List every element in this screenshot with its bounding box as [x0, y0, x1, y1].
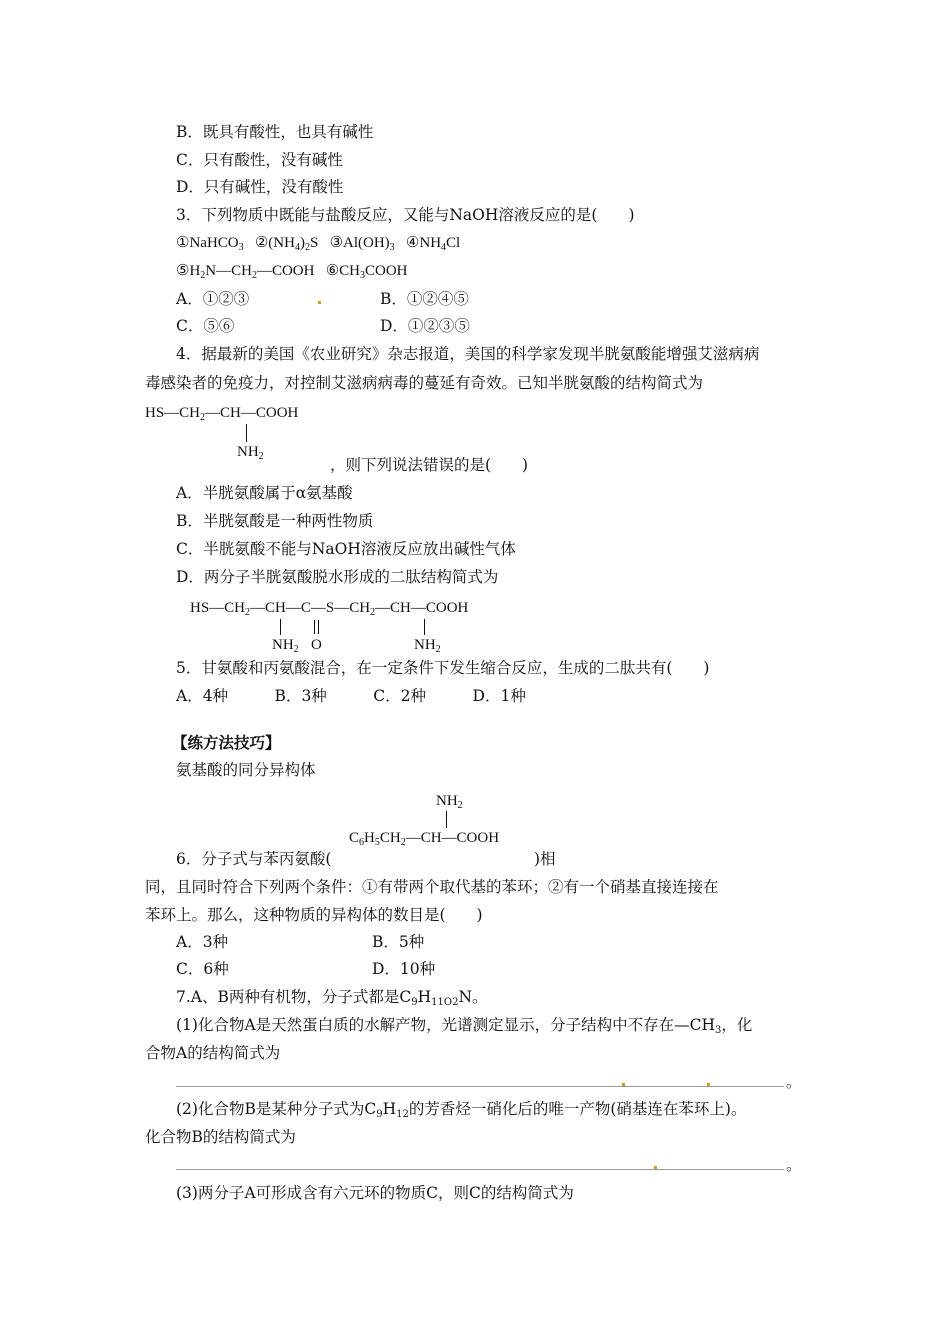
q7-part2-line1: (2)化合物B是某种分子式为$C_9H_{12}$的芳香烃一硝化后的唯一产物(硝基连在苯环上)。 — [176, 1100, 747, 1120]
stray-mark — [622, 1083, 625, 1086]
q6-stem-line2: 同，且同时符合下列两个条件：①有带两个取代基的苯环；②有一个硝基直接连接在 — [145, 878, 719, 896]
q4-option-d: D．两分子半胱氨酸脱水形成的二肽结构简式为 — [176, 568, 499, 586]
q3-option-d: D．①②③⑤ — [380, 317, 470, 335]
phenylalanine-amino: $NH_2$ — [436, 793, 463, 811]
bond-line — [424, 619, 425, 635]
dipeptide-carbonyl-o: O — [311, 637, 322, 653]
bond-line — [446, 811, 447, 828]
stray-mark — [318, 301, 321, 304]
q5-stem: 5．甘氨酸和丙氨酸混合，在一定条件下发生缩合反应，生成的二肽共有( ) — [176, 659, 710, 677]
answer-blank-b[interactable] — [176, 1169, 784, 1170]
q2-option-c: C．只有酸性，没有碱性 — [176, 151, 343, 169]
double-bond-line — [314, 620, 319, 634]
stray-mark — [654, 1166, 657, 1169]
q4-option-a: A．半胱氨酸属于α氨基酸 — [176, 484, 353, 502]
q3-items-line1: ①NaHCO$_3$ $②(NH_4)_2S$ $③Al(OH)_3$ $④NH_4Cl$ — [176, 235, 461, 253]
q7-stem: 7.A、B两种有机物，分子式都是$C_9H_{11O2}N$。 — [176, 988, 488, 1008]
q7-part1-line1: (1)化合物A是天然蛋白质的水解产物，光谱测定显示，分子结构中不存在$—CH_3$，化 — [176, 1016, 753, 1036]
q6-option-b: B．5种 — [372, 933, 425, 951]
q7-part2-line2: 化合物B的结构简式为 — [145, 1128, 296, 1146]
q4-stem-tail: ，则下列说法错误的是( ) — [330, 456, 529, 474]
q3-option-b: B．①②④⑤ — [380, 290, 469, 308]
q6-option-c: C．6种 — [176, 960, 229, 978]
q3-items-line2: $⑤H_2N—CH_2—COOH$ $⑥CH_3COOH$ — [176, 263, 408, 281]
q7-part2-period: 。 — [786, 1156, 802, 1174]
q4-option-c: C．半胱氨酸不能与NaOH溶液反应放出碱性气体 — [176, 540, 516, 558]
q7-part3-line1: (3)两分子A可形成含有六元环的物质C，则C的结构简式为 — [176, 1184, 574, 1202]
section-subtitle: 氨基酸的同分异构体 — [176, 761, 316, 779]
q7-part1-period: 。 — [786, 1073, 802, 1091]
phenylalanine-main: $C_6H_5CH_2—CH—COOH$ — [349, 830, 500, 848]
q6-stem-line1-end: )相 — [534, 850, 556, 868]
q6-option-d: D．10种 — [372, 960, 436, 978]
dipeptide-amino-1: $NH_2$ — [272, 637, 299, 655]
dipeptide-amino-2: $NH_2$ — [414, 637, 441, 655]
cysteine-formula-amino: $NH_2$ — [237, 444, 264, 462]
stray-mark — [707, 1083, 710, 1086]
q6-stem-line3: 苯环上。那么，这种物质的异构体的数目是( ) — [145, 906, 483, 924]
bond-line — [280, 619, 281, 635]
q5-options: A．4种 B．3种 C．2种 D．1种 — [176, 687, 526, 705]
q3-option-c: C．⑤⑥ — [176, 317, 235, 335]
q6-option-a: A．3种 — [176, 933, 229, 951]
answer-blank-a[interactable] — [176, 1086, 784, 1087]
dipeptide-formula-main: $HS—CH_2—CH—C—S—CH_2—CH—COOH$ — [190, 600, 469, 618]
q7-part1-line2: 合物A的结构简式为 — [145, 1044, 281, 1062]
q3-stem: 3．下列物质中既能与盐酸反应，又能与NaOH溶液反应的是( ) — [176, 206, 635, 224]
q6-stem-line1-start: 6．分子式与苯丙氨酸( — [176, 850, 332, 868]
q3-option-a: A．①②③ — [176, 290, 250, 308]
bond-line — [246, 424, 247, 442]
section-title: 【练方法技巧】 — [172, 733, 281, 752]
q4-stem-line1: 4．据最新的美国《农业研究》杂志报道，美国的科学家发现半胱氨酸能增强艾滋病病 — [176, 345, 760, 363]
q4-stem-line2: 毒感染者的免疫力，对控制艾滋病病毒的蔓延有奇效。已知半胱氨酸的结构简式为 — [145, 374, 704, 392]
q4-option-b: B．半胱氨酸是一种两性物质 — [176, 512, 374, 530]
cysteine-formula-main: $HS—CH_2—CH—COOH$ — [145, 405, 299, 423]
q2-option-b: B．既具有酸性，也具有碱性 — [176, 123, 374, 141]
q2-option-d: D．只有碱性，没有酸性 — [176, 178, 344, 196]
